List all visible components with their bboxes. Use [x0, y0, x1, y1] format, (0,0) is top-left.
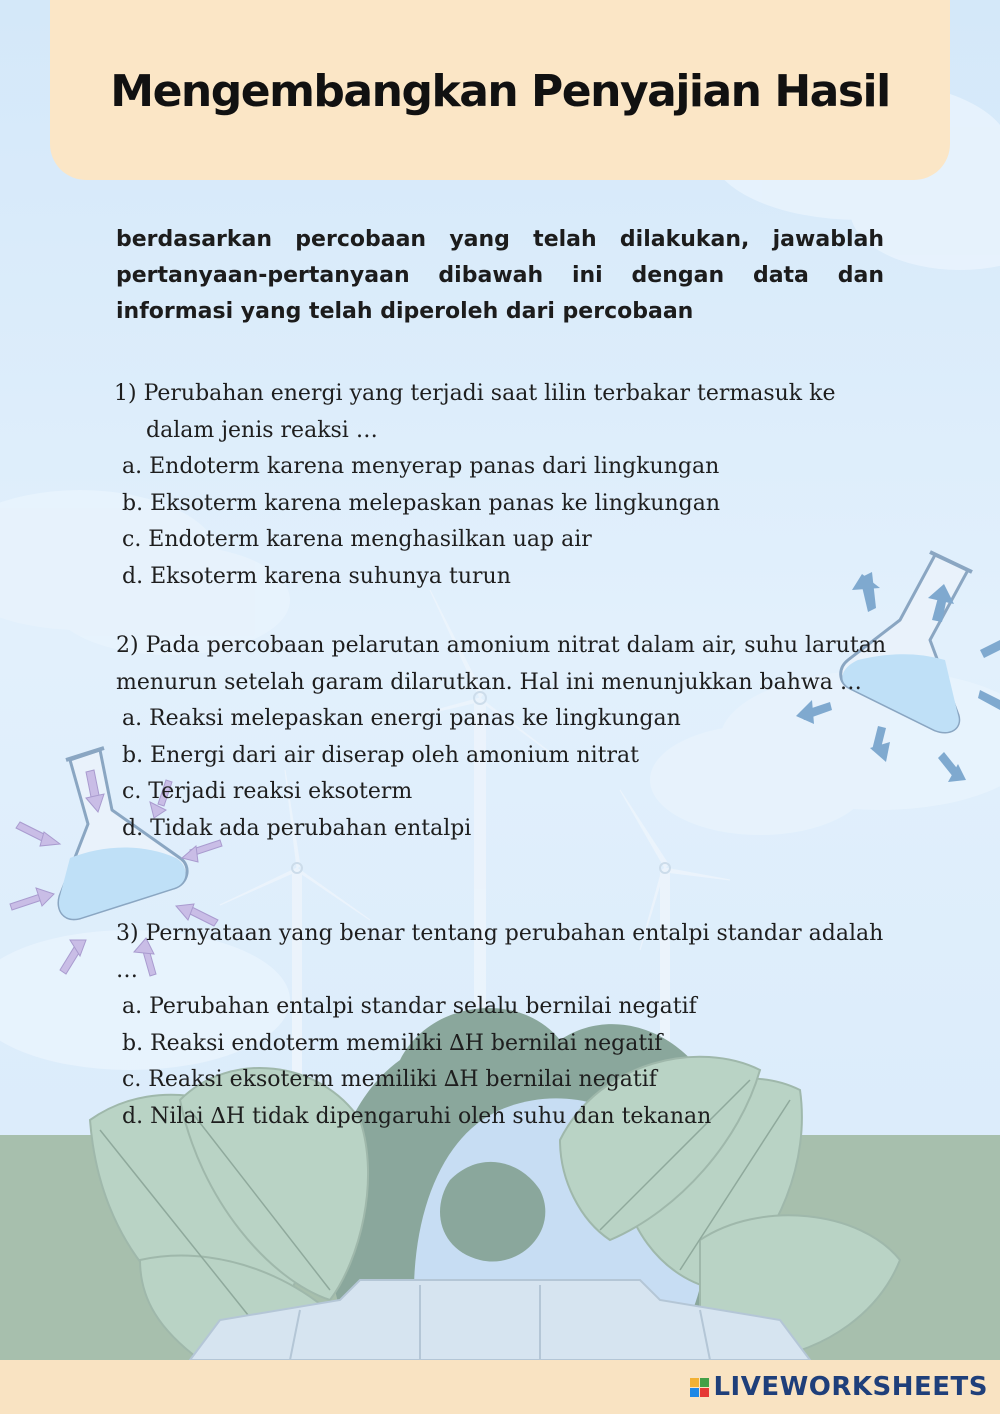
- question-1: [116, 376, 886, 595]
- question-3-option-a[interactable]: a. Perubahan entalpi standar selalu bernilai negatif: [122, 994, 697, 1019]
- question-2-option-b[interactable]: b. Energi dari air diserap oleh amonium nitrat: [122, 742, 639, 768]
- instructions-text: berdasarkan percobaan yang telah dilakukan, jawablah pertanyaan-pertanyaan dibawah ini dengan data dan informasi yang telah diperoleh dari percobaan: [116, 227, 884, 324]
- question-3: [116, 916, 886, 1135]
- question-1-option-a[interactable]: a. Endoterm karena menyerap panas dari lingkungan: [122, 454, 720, 479]
- question-3-option-b[interactable]: b. Reaksi endoterm memiliki ∆H bernilai negatif: [122, 1030, 663, 1056]
- question-3-option-d[interactable]: d. Nilai ∆H tidak dipengaruhi oleh suhu dan tekanan: [122, 1103, 712, 1129]
- question-1-option-b[interactable]: b. Eksoterm karena melepaskan panas ke lingkungan: [122, 490, 720, 516]
- logo-cube-icon: [690, 1378, 709, 1397]
- question-2-option-c[interactable]: c. Terjadi reaksi eksoterm: [122, 779, 413, 804]
- question-1-stem-line2: dalam jenis reaksi …: [146, 417, 378, 443]
- brand-name: LIVEWORKSHEETS: [713, 1372, 988, 1402]
- liveworksheets-logo[interactable]: [690, 1372, 988, 1402]
- title-banner: [50, 0, 950, 180]
- question-2-option-d[interactable]: d. Tidak ada perubahan entalpi: [122, 815, 472, 841]
- question-3-stem: 3) Pernyataan yang benar tentang perubahan entalpi standar adalah …: [116, 921, 884, 983]
- question-1-stem-line1: 1) Perubahan energi yang terjadi saat lilin terbakar termasuk ke: [114, 381, 836, 406]
- question-1-stem: [116, 376, 886, 449]
- question-3-option-c[interactable]: c. Reaksi eksoterm memiliki ∆H bernilai negatif: [122, 1067, 657, 1092]
- page-title: Mengembangkan Penyajian Hasil: [110, 66, 890, 117]
- question-2-option-a[interactable]: a. Reaksi melepaskan energi panas ke lingkungan: [122, 706, 681, 731]
- question-1-option-c[interactable]: c. Endoterm karena menghasilkan uap air: [122, 527, 592, 552]
- question-1-option-d[interactable]: d. Eksoterm karena suhunya turun: [122, 563, 511, 589]
- question-2: [116, 628, 886, 847]
- question-2-stem: 2) Pada percobaan pelarutan amonium nitrat dalam air, suhu larutan menurun setelah garam dilarutkan. Hal ini menunjukkan bahwa …: [116, 633, 886, 695]
